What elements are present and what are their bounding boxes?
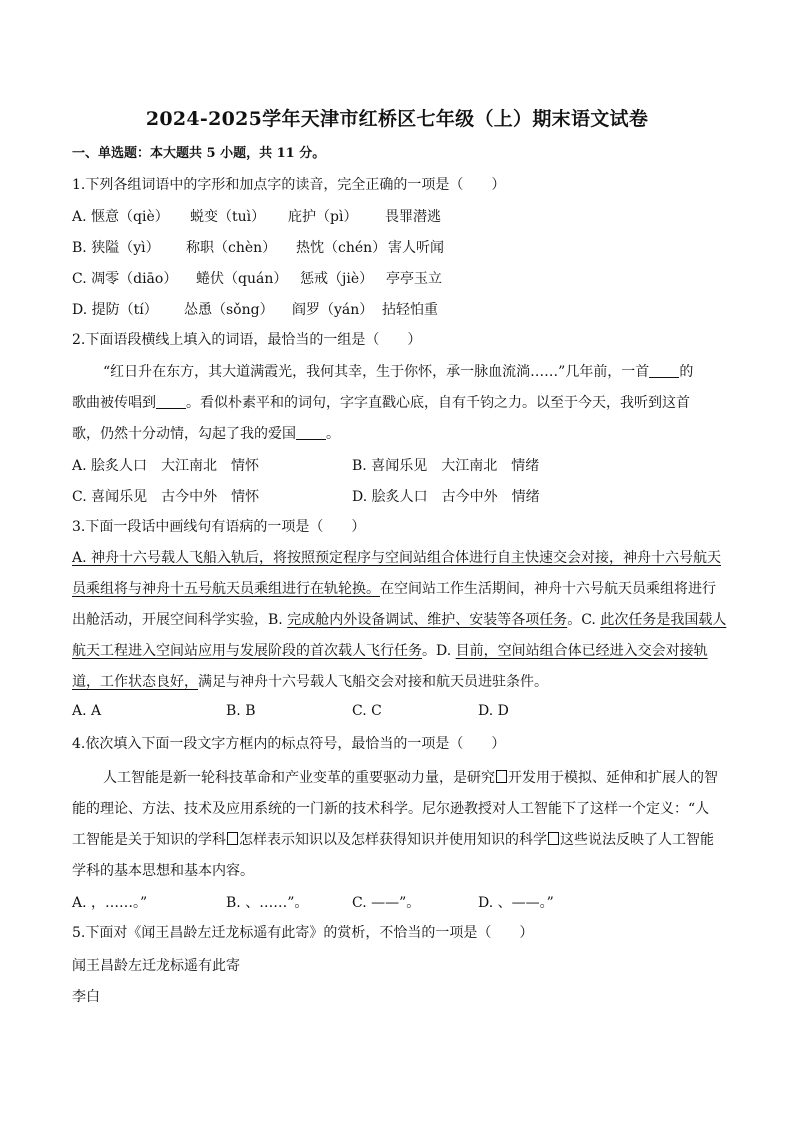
q2-blank-2[interactable] <box>156 394 186 409</box>
q2-option-a: A. 脍炙人口 大江南北 情怀 <box>72 458 260 474</box>
q4-option-d: D. 、——。” <box>478 895 554 911</box>
q1-a-2: 蜕变（tuì） <box>190 209 266 225</box>
section-heading: 一、单选题：本大题共 5 小题，共 11 分。 <box>72 146 326 161</box>
q4-option-b: B. 、……”。 <box>226 895 309 911</box>
q2-option-d: D. 脍炙人口 古今中外 情绪 <box>352 489 540 505</box>
q4-stem: 4.依次填入下面一段文字方框内的标点符号，最恰当的一项是（ ） <box>72 736 506 752</box>
q4-option-c: C. ——”。 <box>352 895 421 911</box>
q1-c-2: 蜷伏（quán） <box>196 271 288 287</box>
q3-line-3 <box>72 610 732 630</box>
q1-b-3: 热忱（chén） <box>296 240 387 256</box>
q1-a-4: 畏罪潜逃 <box>385 209 441 225</box>
q5-poem-title: 闻王昌龄左迁龙标遥有此寄 <box>72 958 240 974</box>
q1-a-1: A. 惬意（qiè） <box>72 209 169 225</box>
q4-text: 怎样表示知识以及怎样获得知识并使用知识的科学 <box>239 832 547 848</box>
q3-text: 满足与神舟十六号载人飞船交会对接和航天员进驻条件。 <box>198 674 548 690</box>
q4-text: 开发用于模拟、延伸和扩展人的智 <box>508 770 718 786</box>
q3-option-c: C. C <box>352 703 382 719</box>
q1-d-4: 拈轻怕重 <box>382 302 438 318</box>
q2-passage-line-3 <box>72 424 732 444</box>
q3-text: 。D. <box>422 643 452 659</box>
page-title: 2024-2025学年天津市红桥区七年级（上）期末语文试卷 <box>145 108 649 130</box>
q2-text: “红日升在东方，其大道满霞光，我何其幸，生于你怀，承一脉血流淌……”几年前，一首 <box>103 364 650 380</box>
q1-b-4: 害人听闻 <box>388 240 444 256</box>
q2-text: 。看似朴素平和的词句，字字直戳心底，自有千钧之力。以至于今天，我听到这首 <box>186 395 690 411</box>
q4-box-1[interactable] <box>496 770 507 783</box>
q3-underlined-b: 完成舱内外设备调试、维护、安装等各项任务 <box>287 612 568 628</box>
q1-c-3: 惩戒（jiè） <box>300 271 374 287</box>
q4-text: 工智能是关于知识的学科 <box>72 832 226 848</box>
q2-option-c: C. 喜闻乐见 古今中外 情怀 <box>72 489 260 505</box>
q3-line-4 <box>72 641 732 661</box>
q1-b-1: B. 狭隘（yì） <box>72 240 160 256</box>
q2-blank-3[interactable] <box>296 425 326 440</box>
q3-underlined-c: 航天工程进入空间站应用与发展阶段的首次载人飞行任务 <box>72 643 422 659</box>
q5-stem: 5.下面对《闻王昌龄左迁龙标遥有此寄》的赏析，不恰当的一项是（ ） <box>72 925 534 941</box>
q1-stem: 1.下列各组词语中的字形和加点字的读音，完全正确的一项是（ ） <box>72 177 506 193</box>
q4-passage-line-2: 能的理论、方法、技术及应用系统的一门新的技术科学。尼尔逊教授对人工智能下了这样一个定义：“人 <box>72 801 710 817</box>
q4-box-3[interactable] <box>548 832 559 845</box>
q2-option-b: B. 喜闻乐见 大江南北 情绪 <box>352 458 540 474</box>
q3-text: 出舱活动，开展空间科学实验，B. <box>72 612 283 628</box>
q3-line-2 <box>72 579 732 599</box>
q3-stem: 3.下面一段话中画线句有语病的一项是（ ） <box>72 519 366 535</box>
q3-text: 。C. <box>567 612 596 628</box>
q2-text: 歌，仍然十分动情，勾起了我的爱国 <box>72 426 296 442</box>
q2-text: 的 <box>679 364 694 380</box>
q1-d-3: 阎罗（yán） <box>292 302 374 318</box>
q2-stem: 2.下面语段横线上填入的词语，最恰当的一组是（ ） <box>72 332 422 348</box>
q1-c-1: C. 凋零（diāo） <box>72 271 178 287</box>
q3-option-b: B. B <box>226 703 256 719</box>
q2-blank-1[interactable] <box>649 363 679 378</box>
q3-option-d: D. D <box>478 703 509 719</box>
q4-passage-line-4: 学科的基本思想和基本内容。 <box>72 863 254 879</box>
q4-passage-line-1 <box>103 768 723 788</box>
q2-passage-line-1 <box>103 362 723 382</box>
q4-box-2[interactable] <box>227 832 238 845</box>
q2-text: 。 <box>326 426 340 442</box>
q3-line-5 <box>72 672 732 692</box>
q3-underlined-c: 此次任务是我国载人 <box>600 612 727 628</box>
q4-text: 这些说法反映了人工智能 <box>560 832 714 848</box>
q3-line-1: A. 神舟十六号载人飞船入轨后，将按照预定程序与空间站组合体进行自主快速交会对接，神舟十六号航天 <box>72 550 722 566</box>
q1-b-2: 称职（chèn） <box>186 240 277 256</box>
q3-underlined-d: 道，工作状态良好， <box>72 674 198 690</box>
q4-text: 人工智能是新一轮科技革命和产业变革的重要驱动力量，是研究 <box>103 770 495 786</box>
q5-poem-author: 李白 <box>72 989 100 1005</box>
q4-option-a: A. ，……。” <box>72 895 148 911</box>
q2-passage-line-2 <box>72 393 732 413</box>
q3-option-a: A. A <box>72 703 102 719</box>
q1-c-4: 亭亭玉立 <box>386 271 442 287</box>
q1-d-1: D. 提防（tí） <box>72 302 158 318</box>
q3-underlined-d: 目前，空间站组合体已经进入交会对接轨 <box>455 643 708 659</box>
q3-underlined-a: 员乘组将与神舟十五号航天员乘组进行在轨轮换。 <box>72 581 380 597</box>
q2-text: 歌曲被传唱到 <box>72 395 156 411</box>
q1-a-3: 庇护（pì） <box>288 209 358 225</box>
q1-d-2: 怂恿（sǒng） <box>184 302 274 318</box>
q3-text: 在空间站工作生活期间，神舟十六号航天员乘组将进行 <box>380 581 716 597</box>
q4-passage-line-3 <box>72 830 732 850</box>
